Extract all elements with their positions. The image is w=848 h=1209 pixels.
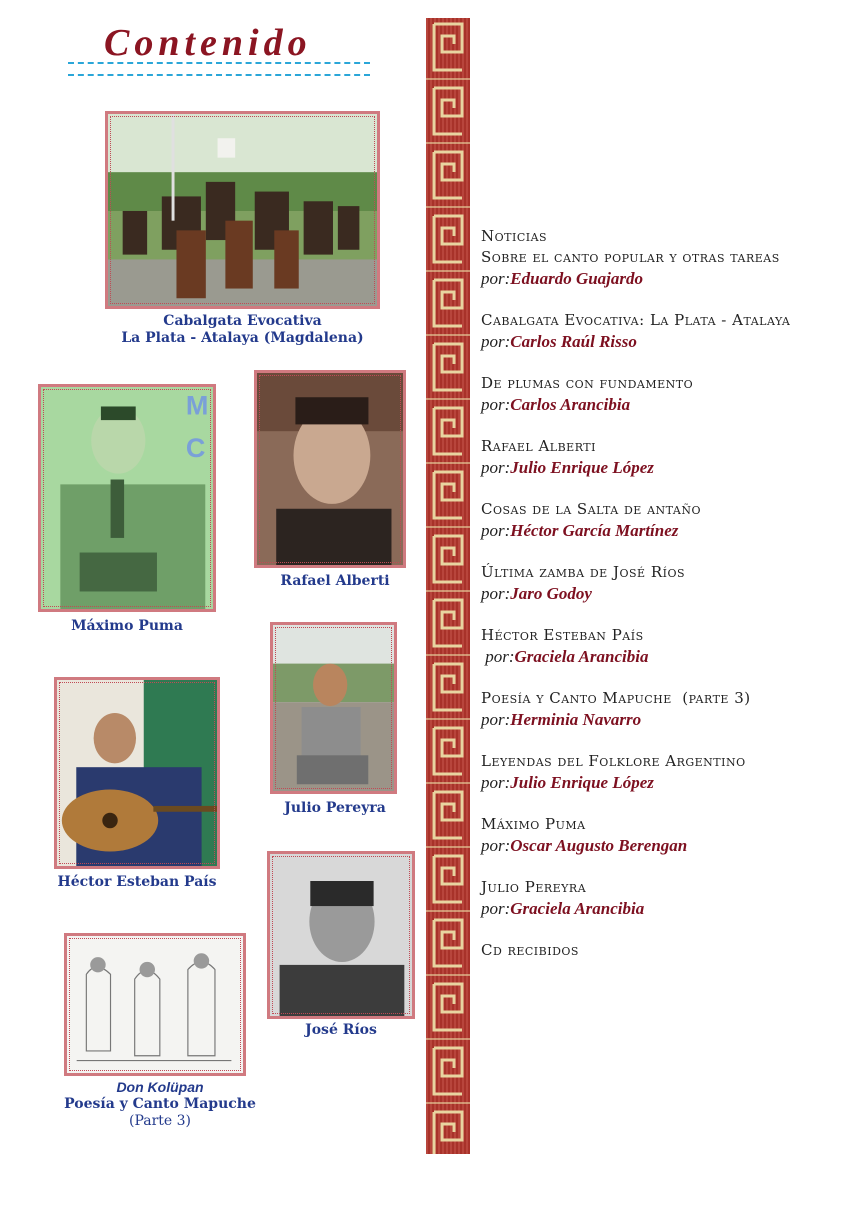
toc-entry[interactable] xyxy=(481,373,841,416)
caption-don-kolupan xyxy=(40,1079,280,1130)
toc-entry[interactable] xyxy=(481,562,841,605)
toc-author-line xyxy=(481,709,841,731)
toc-by: por: xyxy=(481,899,511,918)
toc-author: Jaro Godoy xyxy=(510,584,592,603)
toc-by: por: xyxy=(481,521,511,540)
toc-author: Graciela Arancibia xyxy=(514,647,649,666)
toc-author-line xyxy=(481,583,841,605)
toc-author-line xyxy=(481,331,841,353)
toc-entry[interactable] xyxy=(481,436,841,479)
title-underline xyxy=(68,62,370,76)
toc-by: por: xyxy=(481,269,511,288)
photo-maximo-puma xyxy=(38,384,216,612)
toc-author-line xyxy=(481,394,841,416)
toc-entry[interactable] xyxy=(481,625,841,668)
photo-overlay-letter-c: C xyxy=(185,432,206,464)
toc-by: por: xyxy=(481,710,511,729)
toc-author-line xyxy=(481,457,841,479)
decorative-band xyxy=(426,18,470,1154)
toc-title: Leyendas del Folklore Argentino xyxy=(481,752,746,770)
toc-author: Julio Enrique López xyxy=(510,458,654,477)
toc-author: Héctor García Martínez xyxy=(510,521,679,540)
greek-key-pattern xyxy=(426,18,470,1154)
photo-cabalgata xyxy=(105,111,380,309)
caption-julio-pereyra: Julio Pereyra xyxy=(284,800,386,816)
toc-author: Julio Enrique López xyxy=(510,773,654,792)
caption-hector-pais: Héctor Esteban País xyxy=(57,874,217,890)
toc-by: por: xyxy=(481,395,511,414)
toc-entry[interactable] xyxy=(481,688,841,731)
toc-title: Cosas de la Salta de antaño xyxy=(481,500,701,518)
toc-author-line xyxy=(481,520,841,542)
toc-author-line xyxy=(481,898,841,920)
caption-cabalgata xyxy=(105,313,380,347)
caption-cabalgata-line2: La Plata - Atalaya (Magdalena) xyxy=(121,330,364,346)
toc-author: Carlos Arancibia xyxy=(510,395,631,414)
toc-title: Julio Pereyra xyxy=(481,878,587,896)
toc-by: por: xyxy=(481,584,511,603)
toc-subtitle: Sobre el canto popular y otras tareas xyxy=(481,248,780,266)
photo-hector-pais xyxy=(54,677,220,869)
toc-entry[interactable] xyxy=(481,940,841,961)
toc-entry[interactable] xyxy=(481,751,841,794)
toc-by: por: xyxy=(481,773,511,792)
toc-title: Noticias xyxy=(481,227,548,245)
toc-entry[interactable] xyxy=(481,814,841,857)
toc-entry[interactable] xyxy=(481,877,841,920)
table-of-contents xyxy=(481,226,841,981)
toc-title: Rafael Alberti xyxy=(481,437,596,455)
toc-author: Graciela Arancibia xyxy=(510,899,645,918)
toc-author: Carlos Raúl Risso xyxy=(510,332,637,351)
photo-overlay-letter-m: M xyxy=(185,389,209,421)
toc-author-line xyxy=(481,772,841,794)
caption-maximo-puma: Máximo Puma xyxy=(71,618,183,634)
caption-jose-rios: José Ríos xyxy=(305,1022,377,1038)
photo-rafael-alberti xyxy=(254,370,406,568)
toc-entry[interactable] xyxy=(481,226,841,290)
toc-author-line xyxy=(481,268,841,290)
toc-author: Oscar Augusto Berengan xyxy=(510,836,688,855)
caption-kolupan-name: Don Kolüpan xyxy=(116,1079,204,1095)
photo-don-kolupan xyxy=(64,933,246,1076)
toc-author: Eduardo Guajardo xyxy=(510,269,644,288)
toc-by: por: xyxy=(481,332,511,351)
toc-by: por: xyxy=(481,458,511,477)
toc-title: Última zamba de José Ríos xyxy=(481,563,686,581)
toc-author-line xyxy=(481,646,841,668)
page-title: Contenido xyxy=(104,22,312,64)
toc-title: Máximo Puma xyxy=(481,815,586,833)
caption-rafael-alberti: Rafael Alberti xyxy=(280,573,390,589)
toc-title: Héctor Esteban País xyxy=(481,626,644,644)
caption-cabalgata-line1: Cabalgata Evocativa xyxy=(163,313,322,329)
toc-author-line xyxy=(481,835,841,857)
caption-kolupan-line2: Poesía y Canto Mapuche xyxy=(64,1096,256,1112)
toc-title: Cd recibidos xyxy=(481,941,579,959)
toc-by: por: xyxy=(481,836,511,855)
toc-entry[interactable] xyxy=(481,310,841,353)
toc-author: Herminia Navarro xyxy=(510,710,642,729)
toc-entry[interactable] xyxy=(481,499,841,542)
toc-title: Cabalgata Evocativa: La Plata - Atalaya xyxy=(481,311,791,329)
photo-jose-rios xyxy=(267,851,415,1019)
toc-title: Poesía y Canto Mapuche (parte 3) xyxy=(481,689,751,707)
toc-title: De plumas con fundamento xyxy=(481,374,694,392)
caption-kolupan-line3: (Parte 3) xyxy=(128,1113,192,1129)
photo-julio-pereyra xyxy=(270,622,397,794)
toc-by: por: xyxy=(481,647,515,666)
